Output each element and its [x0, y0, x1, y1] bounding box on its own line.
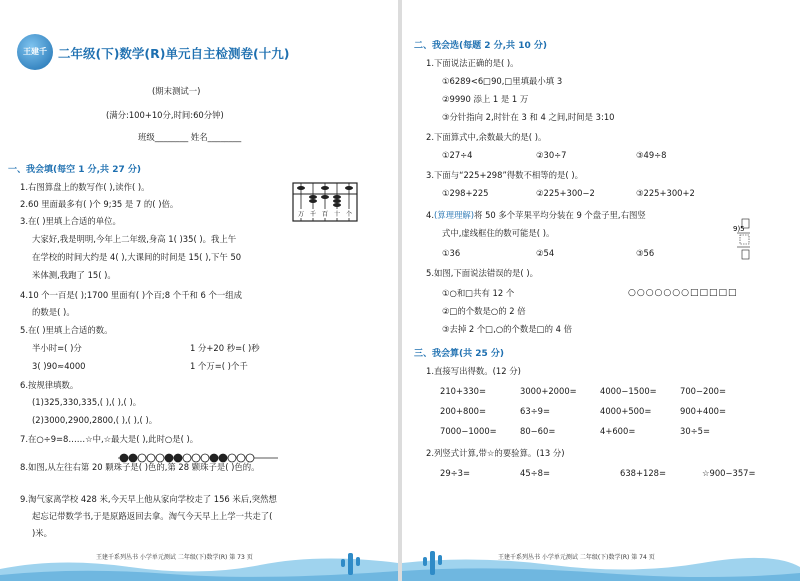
score-time: (满分:100+10分,时间:60分钟) [106, 110, 224, 120]
calc-item: 200+800= [440, 406, 487, 416]
choice-4-option: ③56 [636, 248, 655, 258]
section-fill-title: 一、我会填(每空 1 分,共 27 分) [8, 165, 141, 175]
question-6-line-1: (1)325,330,335,( ),( ),( )。 [32, 397, 142, 407]
abacus-label: 万 [297, 211, 305, 218]
section-choose-title: 二、我会选(每题 2 分,共 10 分) [414, 41, 547, 51]
question-5-item: 1 个万=( )个千 [190, 361, 248, 371]
left-page [0, 0, 398, 581]
choice-1: 1.下面说法正确的是( )。 [426, 58, 519, 68]
choice-5-option: ③去掉 2 个□,○的个数是□的 4 倍 [442, 324, 572, 334]
choice-3: 3.下面与“225+298”得数不相等的是( )。 [426, 170, 583, 180]
choice-4-option: ②54 [536, 248, 555, 258]
question-6: 6.按规律填数。 [20, 380, 79, 390]
calc-item: 210+330= [440, 386, 487, 396]
question-4-line-b: 的数是( )。 [32, 307, 75, 317]
question-9-line-a: 9.淘气家离学校 428 米,今天早上他从家向学校走了 156 米后,突然想 [20, 494, 277, 504]
abacus-label: 千 [309, 211, 317, 218]
subtitle: (期末测试一) [152, 86, 201, 96]
section-calc-title: 三、我会算(共 25 分) [414, 349, 505, 359]
calc-item: 4+600= [600, 426, 636, 436]
choice-2-option: ①27÷4 [442, 150, 473, 160]
page-title: 二年级(下)数学(R)单元自主检测卷(十九) [58, 46, 290, 61]
choice-5-option: ①○和□共有 12 个 [442, 288, 515, 298]
abacus-label: 十 [333, 211, 341, 218]
choice-2-option: ③49÷8 [636, 150, 667, 160]
class-name-line: 班级________ 姓名________ [138, 132, 242, 142]
calc-item: 700−200= [680, 386, 727, 396]
choice-1-option: ②9990 添上 1 是 1 万 [442, 94, 529, 104]
question-3-line-c: 米体测,我跑了 15( )。 [32, 270, 116, 280]
vertical-calc-item: 29÷3= [440, 468, 471, 478]
choice-3-option: ①298+225 [442, 188, 489, 198]
question-4-line-a: 4.10 个一百是( );1700 里面有( )个百;8 个千和 6 个一组成 [20, 290, 242, 300]
choice-5-option: ②□的个数是○的 2 倍 [442, 306, 526, 316]
question-6-line-2: (2)3000,2900,2800,( ),( ),( )。 [32, 415, 158, 425]
calc-item: 63÷9= [520, 406, 551, 416]
page-footer: 王建千系列丛书 小学单元测试 二年级(下)数学(R) 第 74 页 [498, 554, 655, 561]
calc-question-2: 2.列竖式计算,带☆的要验算。(13 分) [426, 448, 565, 458]
question-5-item: 半小时=( )分 [32, 343, 82, 353]
choice-2: 2.下面算式中,余数最大的是( )。 [426, 132, 547, 142]
question-8: 8.如图,从左往右第 20 颗珠子是( )色的,第 28 颗珠子是( )色的。 [20, 462, 260, 472]
calc-item: 7000−1000= [440, 426, 497, 436]
calc-item: 4000+500= [600, 406, 652, 416]
question-3-line-b: 在学校的时间大约是 4( ),大课间的时间是 15( ),下午 50 [32, 252, 242, 262]
choice-2-option: ②30÷7 [536, 150, 567, 160]
abacus-figure [292, 182, 358, 222]
question-5-item: 3( )90≈4000 [32, 361, 86, 371]
vertical-calc-item: ☆900−357= [702, 468, 756, 478]
right-page [402, 0, 800, 581]
publisher-logo: 王建千 [17, 34, 53, 70]
calc-question-1: 1.直接写出得数。(12 分) [426, 366, 521, 376]
choice-1-option: ③分针指向 2,时针在 3 和 4 之间,时间是 3:10 [442, 112, 615, 122]
abacus-label: 个 [345, 211, 353, 218]
calc-item: 80−60= [520, 426, 556, 436]
page-footer: 王建千系列丛书 小学单元测试 二年级(下)数学(R) 第 73 页 [96, 554, 253, 561]
calc-item: 900+400= [680, 406, 727, 416]
question-3-line-a: 大家好,我是明明,今年上二年级,身高 1( )35( )。我上午 [32, 234, 237, 244]
calc-item: 3000+2000= [520, 386, 577, 396]
choice-3-option: ②225+300−2 [536, 188, 595, 198]
question-7: 7.在○÷9=8……☆中,☆最大是( ),此时○是( )。 [20, 434, 199, 444]
question-5-item: 1 分+20 秒=( )秒 [190, 343, 260, 353]
calc-item: 30÷5= [680, 426, 711, 436]
question-9-line-c: )米。 [32, 528, 53, 538]
vertical-calc-item: 45÷8= [520, 468, 551, 478]
question-9-line-b: 起忘记带数学书,于是原路返回去拿。淘气今天早上上学一共走了( [32, 511, 273, 521]
choice-3-option: ③225+300+2 [636, 188, 695, 198]
choice-4-tag: (算理理解) [434, 210, 475, 220]
calc-item: 4000−1500= [600, 386, 657, 396]
division-text: 9)5 [733, 225, 745, 233]
choice-5: 5.如图,下面说法错误的是( )。 [426, 268, 538, 278]
abacus-label: 百 [321, 211, 329, 218]
choice-4-option: ①36 [442, 248, 461, 258]
vertical-calc-item: 638+128= [620, 468, 667, 478]
long-division-figure [733, 216, 751, 270]
choice-1-option: ①6289<6□90,□里填最小填 3 [442, 76, 563, 86]
question-1: 1.右图算盘上的数写作( ),读作( )。 [20, 182, 150, 192]
choice-4: 4.(算理理解)将 50 多个苹果平均分装在 9 个盘子里,右图竖 [426, 210, 646, 220]
shapes-figure: ○○○○○○○□□□□□ [628, 288, 738, 298]
question-3: 3.在( )里填上合适的单位。 [20, 216, 121, 226]
choice-4-text: 将 50 多个苹果平均分装在 9 个盘子里,右图竖 [474, 210, 646, 220]
question-5: 5.在( )里填上合适的数。 [20, 325, 113, 335]
question-2: 2.60 里面最多有( )个 9;35 是 7 的( )倍。 [20, 199, 179, 209]
choice-4-line-b: 式中,虚线框住的数可能是( )。 [442, 228, 555, 238]
